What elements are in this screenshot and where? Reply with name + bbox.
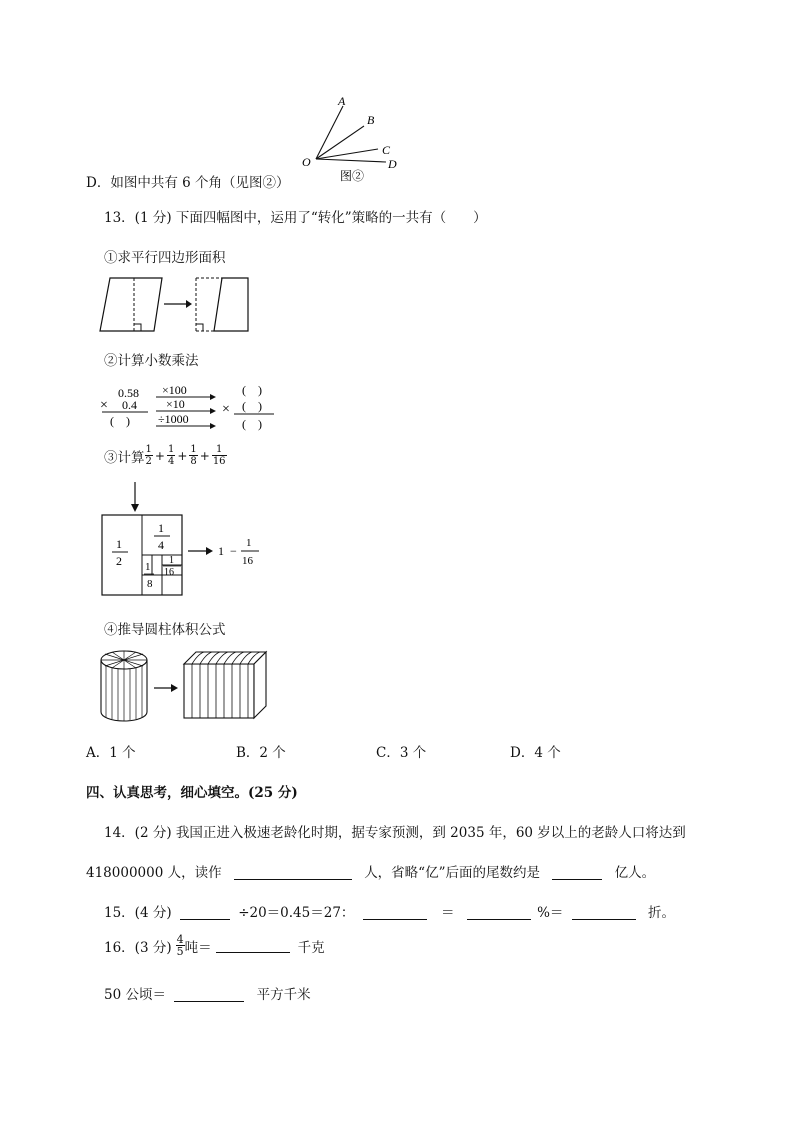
square-eighth-den: 8 <box>147 578 153 590</box>
frac-1-2: $\frac{1}{2}$ <box>145 444 152 467</box>
point-d-label: D <box>388 157 397 171</box>
op-times-10: ×10 <box>166 397 185 411</box>
square-quarter-num: 1 <box>158 521 164 535</box>
parallelogram-figure <box>98 276 254 334</box>
result-minus: − <box>230 544 237 558</box>
q13-item4-label: ④推导圆柱体积公式 <box>104 622 226 638</box>
q13-option-b[interactable]: B．2 个 <box>236 745 286 761</box>
square-sixteenth-den: 16 <box>164 567 174 578</box>
op-div-1000: ÷1000 <box>158 412 189 426</box>
fraction-square-figure <box>98 482 268 600</box>
q14-blank-read-as[interactable] <box>234 865 352 880</box>
right-paren-bottom: ( ) <box>242 417 262 431</box>
q16-fraction: $\frac{4}{5}$ <box>176 933 184 958</box>
vertex-o-label: O <box>302 155 311 169</box>
q16-blank-sqkm[interactable] <box>174 987 244 1002</box>
square-half-num: 1 <box>116 537 122 551</box>
point-b-label: B <box>367 113 375 127</box>
q16-line2: 50 公顷＝ 平方千米 <box>104 987 311 1003</box>
q14-line1: 14．(2 分) 我国正进入极速老龄化时期，据专家预测，到 2035 年，60 岁以上的老龄人口将达到 <box>104 825 686 841</box>
mult-sign: × <box>100 398 108 413</box>
frac-1-4: $\frac{1}{4}$ <box>167 444 175 467</box>
section-4-title: 四、认真思考，细心填空。(25 分) <box>86 785 298 801</box>
right-paren-top: ( ) <box>242 383 262 397</box>
result-one: 1 <box>218 544 224 558</box>
q13-stem: 13．(1 分) 下面四幅图中，运用了“转化”策略的一共有（ ） <box>104 210 487 226</box>
q13-item2-label: ②计算小数乘法 <box>104 353 199 369</box>
q13-item1-label: ①求平行四边形面积 <box>104 250 226 266</box>
right-mult-sign: × <box>222 402 230 417</box>
q13-option-a[interactable]: A．1 个 <box>86 745 136 761</box>
mult-mid-number: 0.4 <box>122 398 137 412</box>
angle-figure-2 <box>296 92 406 184</box>
q16-blank-kg[interactable] <box>216 938 290 953</box>
q13-option-c[interactable]: C．3 个 <box>376 745 427 761</box>
q15-line: 15．(4 分) ÷20＝0.45＝27： ＝ %＝ 折。 <box>104 905 676 921</box>
point-c-label: C <box>382 143 391 157</box>
figure-caption: 图② <box>340 169 365 183</box>
right-paren-mid: ( ) <box>242 399 262 413</box>
op-times-100: ×100 <box>162 383 187 397</box>
mult-top-number: 0.58 <box>118 386 139 400</box>
q14-line2: 418000000 人，读作 人，省略“亿”后面的尾数约是 亿人。 <box>86 865 656 881</box>
q15-blank-discount[interactable] <box>572 905 636 920</box>
result-frac-den: 16 <box>242 555 253 567</box>
q15-blank-dividend[interactable] <box>180 905 230 920</box>
cylinder-figure <box>98 648 270 724</box>
square-half-den: 2 <box>116 554 122 568</box>
q14-blank-approx[interactable] <box>552 865 602 880</box>
q13-option-d[interactable]: D．4 个 <box>510 745 561 761</box>
frac-1-16: $\frac{1}{16}$ <box>212 444 226 467</box>
frac-1-8: $\frac{1}{8}$ <box>190 444 197 467</box>
q13-item3-label: ③计算 $\frac{1}{2}$ + $\frac{1}{4}$ + $\frac{1}{8}$ + $\frac{1}{16}$ <box>104 444 226 467</box>
mult-product-paren: ( ) <box>110 414 130 428</box>
square-eighth-num: 1 <box>145 561 151 573</box>
q12-option-d[interactable]: D．如图中共有 6 个角（见图②） <box>86 175 290 191</box>
q15-blank-ratio[interactable] <box>363 905 427 920</box>
item3-prefix: ③计算 <box>104 449 145 466</box>
square-sixteenth-num: 1 <box>169 555 174 566</box>
result-frac-num: 1 <box>246 537 252 549</box>
q16-line1: 16．(3 分) $\frac{4}{5}$ 吨＝ 千克 <box>104 933 325 958</box>
square-quarter-den: 4 <box>158 538 164 552</box>
q15-blank-percent[interactable] <box>467 905 531 920</box>
point-a-label: A <box>338 94 346 108</box>
decimal-multiplication-figure <box>98 380 278 436</box>
